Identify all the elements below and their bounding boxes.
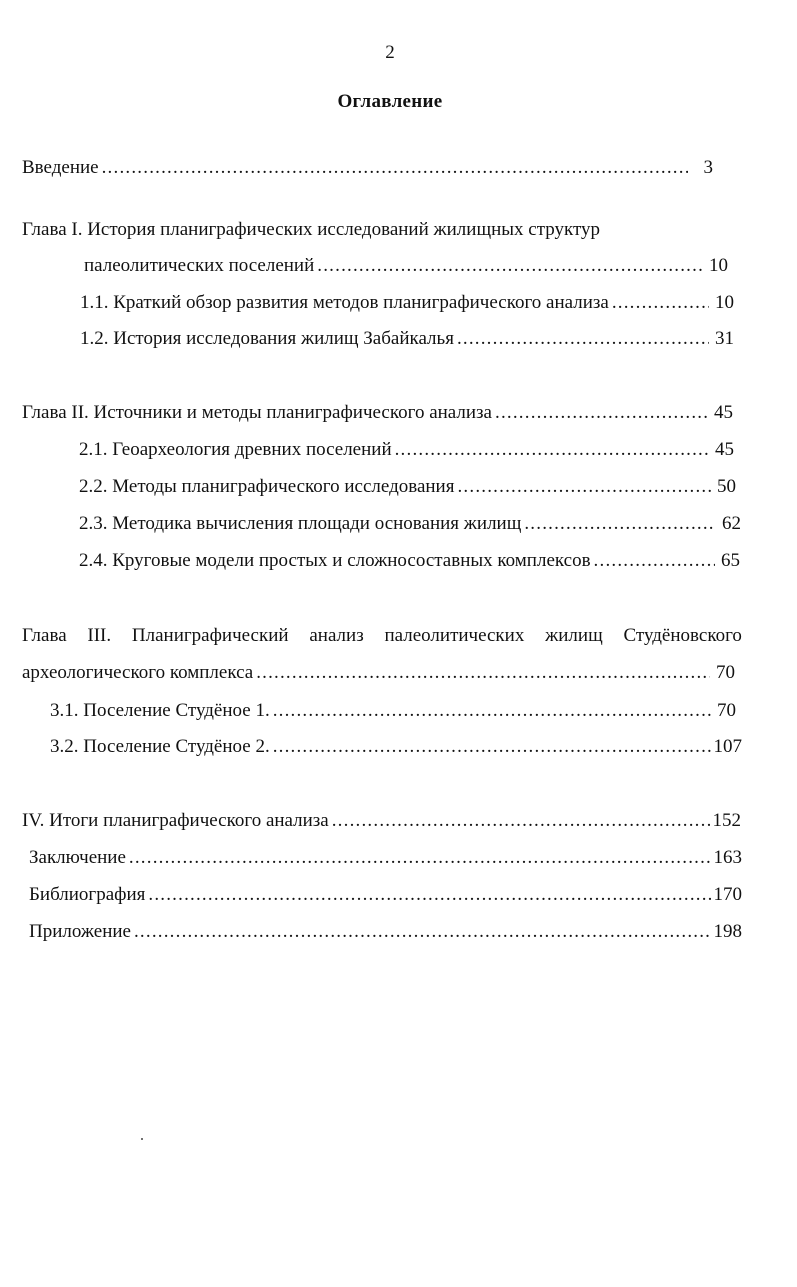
toc-label: 2.3. Методика вычисления площади основания жилищ bbox=[79, 513, 522, 534]
toc-leader-dots bbox=[332, 809, 710, 833]
toc-page-number: 50 bbox=[717, 476, 736, 497]
toc-label: IV. Итоги планиграфического анализа bbox=[22, 810, 329, 831]
toc-leader-dots bbox=[102, 156, 688, 180]
toc-page-number: 3 bbox=[703, 157, 713, 178]
toc-page-number: 65 bbox=[721, 550, 740, 571]
toc-leader-dots bbox=[148, 883, 710, 907]
toc-label: Приложение bbox=[29, 921, 131, 942]
toc-label: 3.1. Поселение Студёное 1. bbox=[50, 700, 270, 721]
toc-entry-1-1[interactable] bbox=[80, 291, 734, 315]
toc-entry-chapter-4[interactable] bbox=[22, 809, 741, 833]
toc-label: палеолитических поселений bbox=[84, 255, 315, 276]
toc-entry-2-4[interactable] bbox=[79, 549, 740, 573]
toc-entry-chapter-3[interactable] bbox=[22, 661, 735, 685]
toc-label-justified bbox=[22, 624, 742, 648]
toc-page-number: 70 bbox=[717, 700, 736, 721]
toc-label: Глава II. Источники и методы планиграфического анализа bbox=[22, 402, 492, 423]
toc-label: Глава I. История планиграфических исследований жилищных структур bbox=[22, 219, 601, 240]
toc-leader-dots bbox=[495, 401, 708, 425]
toc-entry-chapter-3-line1[interactable] bbox=[22, 624, 742, 648]
toc-word: Планиграфический bbox=[131, 625, 289, 646]
toc-entry-chapter-1[interactable] bbox=[84, 254, 728, 278]
toc-entry-3-2[interactable] bbox=[50, 735, 742, 759]
toc-entry-chapter-1-line1[interactable] bbox=[22, 218, 600, 242]
toc-entry-conclusion[interactable] bbox=[29, 846, 742, 870]
toc-label: 1.1. Краткий обзор развития методов планиграфического анализа bbox=[80, 292, 609, 313]
toc-entry-chapter-2[interactable] bbox=[22, 401, 733, 425]
toc-leader-dots bbox=[273, 699, 711, 723]
toc-leader-dots bbox=[395, 438, 709, 462]
toc-leader-dots bbox=[594, 549, 715, 573]
toc-page-number: 10 bbox=[709, 255, 728, 276]
toc-page-number: 45 bbox=[714, 402, 733, 423]
toc-page-number: 198 bbox=[713, 921, 742, 942]
toc-word: Глава bbox=[22, 625, 67, 646]
toc-label: Заключение bbox=[29, 847, 126, 868]
toc-label: 2.4. Круговые модели простых и сложносоставных комплексов bbox=[79, 550, 591, 571]
toc-page-number: 10 bbox=[715, 292, 734, 313]
toc-word: палеолитических bbox=[384, 625, 525, 646]
toc-page-number: 163 bbox=[713, 847, 742, 868]
toc-word: анализ bbox=[309, 625, 364, 646]
toc-entry-2-3[interactable] bbox=[79, 512, 741, 536]
toc-leader-dots bbox=[134, 920, 711, 944]
scan-speck bbox=[141, 1138, 143, 1140]
toc-leader-dots bbox=[457, 475, 711, 499]
toc-entry-2-1[interactable] bbox=[79, 438, 734, 462]
toc-page-number: 152 bbox=[712, 810, 741, 831]
page-title: Оглавление bbox=[337, 91, 443, 112]
toc-label: археологического комплекса bbox=[22, 662, 254, 683]
toc-leader-dots bbox=[612, 291, 709, 315]
toc-leader-dots bbox=[273, 735, 711, 759]
toc-entry-bibliography[interactable] bbox=[29, 883, 742, 907]
page-number: 2 bbox=[385, 42, 395, 63]
toc-page-number: 107 bbox=[713, 736, 742, 757]
toc-leader-dots bbox=[256, 661, 710, 685]
toc-label: Введение bbox=[22, 157, 99, 178]
toc-entry-3-1[interactable] bbox=[50, 699, 736, 723]
toc-leader-dots bbox=[129, 846, 711, 870]
toc-word: жилищ bbox=[545, 625, 603, 646]
toc-entry-1-2[interactable] bbox=[80, 327, 734, 351]
toc-label: 2.1. Геоархеология древних поселений bbox=[79, 439, 392, 460]
toc-entry-appendix[interactable] bbox=[29, 920, 742, 944]
toc-label: 1.2. История исследования жилищ Забайкалья bbox=[80, 328, 454, 349]
toc-label: 2.2. Методы планиграфического исследования bbox=[79, 476, 455, 497]
toc-leader-dots bbox=[457, 327, 709, 351]
toc-page-number: 45 bbox=[715, 439, 734, 460]
toc-leader-dots bbox=[317, 254, 703, 278]
toc-leader-dots bbox=[524, 512, 716, 536]
toc-word: III. bbox=[87, 625, 112, 646]
toc-entry-intro[interactable] bbox=[22, 156, 713, 180]
toc-page-number: 170 bbox=[713, 884, 742, 905]
toc-label: 3.2. Поселение Студёное 2. bbox=[50, 736, 270, 757]
toc-entry-2-2[interactable] bbox=[79, 475, 736, 499]
toc-label: Библиография bbox=[29, 884, 146, 905]
toc-page-number: 70 bbox=[716, 662, 735, 683]
toc-word: Студёновского bbox=[623, 625, 742, 646]
toc-page-number: 31 bbox=[715, 328, 734, 349]
toc-page-number: 62 bbox=[722, 513, 741, 534]
